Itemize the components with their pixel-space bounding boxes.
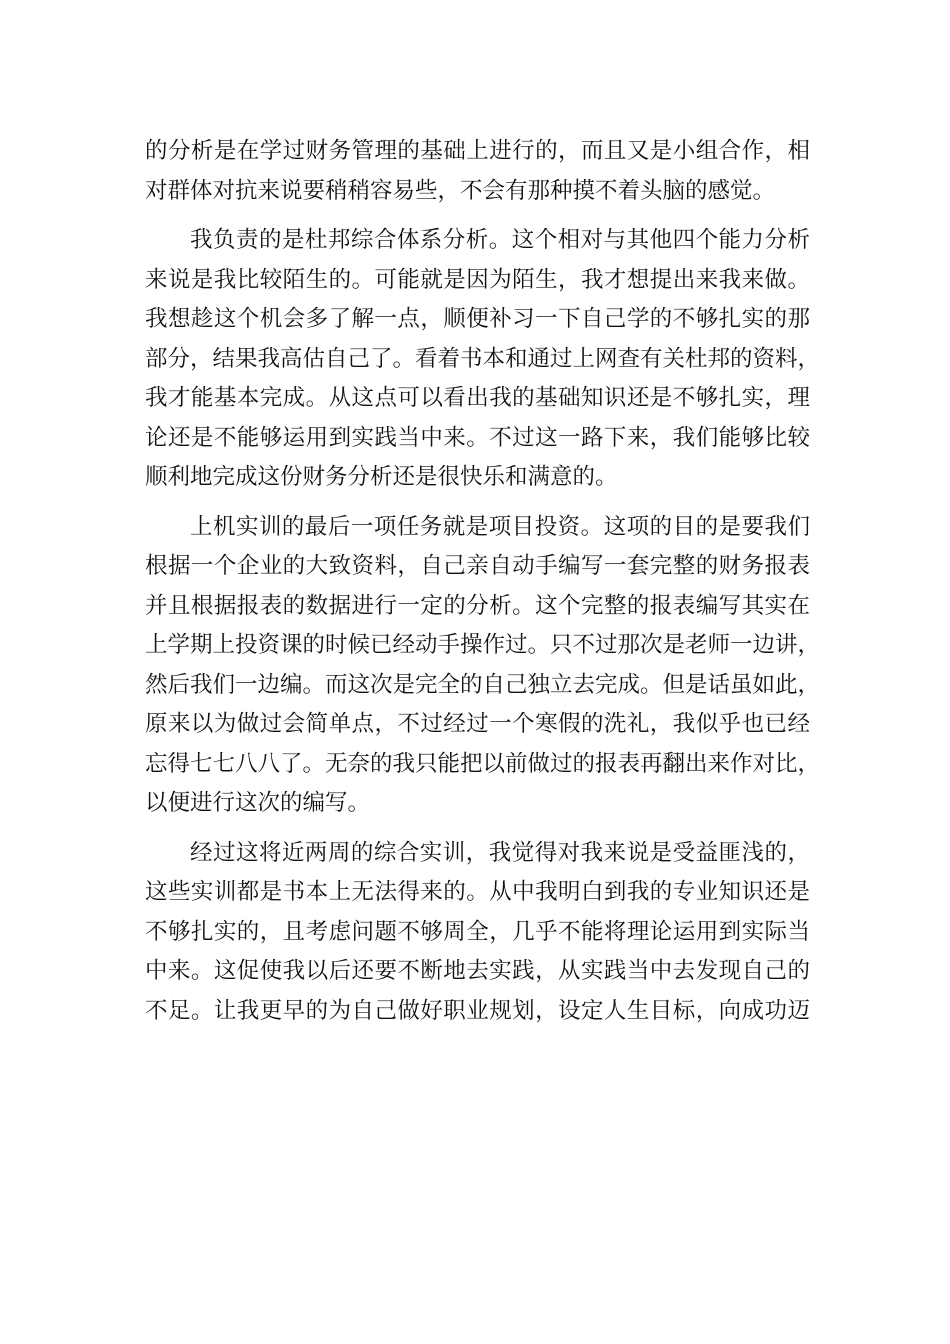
paragraph-line: 根据一个企业的大致资料，自己亲自动手编写一套完整的财务报表 <box>145 553 810 579</box>
paragraph-line: 的分析是在学过财务管理的基础上进行的，而且又是小组合作，相 <box>145 138 810 164</box>
paragraph-line: 上机实训的最后一项任务就是项目投资。这项的目的是要我们 <box>190 513 810 540</box>
paragraph-line: 部分，结果我高估自己了。看着书本和通过上网查有关杜邦的资料， <box>145 345 821 372</box>
paragraph-line: 论还是不能够运用到实践当中来。不过这一路下来，我们能够比较 <box>145 424 810 451</box>
paragraph-line: 我想趁这个机会多了解一点，顺便补习一下自己学的不够扎实的那 <box>145 306 810 332</box>
paragraph-line: 来说是我比较陌生的。可能就是因为陌生，我才想提出来我来做。 <box>145 266 810 293</box>
paragraph-line: 顺利地完成这份财务分析还是很快乐和满意的。 <box>145 464 618 490</box>
paragraph-line: 然后我们一边编。而这次是完全的自己独立去完成。但是话虽如此， <box>145 671 821 698</box>
paragraph-line: 对群体对抗来说要稍稍容易些，不会有那种摸不着头脑的感觉。 <box>145 177 776 204</box>
paragraph-line: 并且根据报表的数据进行一定的分析。这个完整的报表编写其实在 <box>145 592 810 619</box>
paragraph-line: 不足。让我更早的为自己做好职业规划，设定人生目标，向成功迈 <box>145 997 810 1024</box>
paragraph-line: 上学期上投资课的时候已经动手操作过。只不过那次是老师一边讲， <box>145 632 821 658</box>
paragraph-line: 中来。这促使我以后还要不断地去实践，从实践当中去发现自己的 <box>145 958 810 984</box>
paragraph-line: 以便进行这次的编写。 <box>145 790 371 816</box>
paragraph-line: 我才能基本完成。从这点可以看出我的基础知识还是不够扎实，理 <box>145 385 810 411</box>
paragraph-line: 经过这将近两周的综合实训，我觉得对我来说是受益匪浅的， <box>190 839 810 866</box>
paragraph-line: 原来以为做过会简单点，不过经过一个寒假的洗礼，我似乎也已经 <box>145 711 810 737</box>
paragraph-line: 忘得七七八八了。无奈的我只能把以前做过的报表再翻出来作对比， <box>145 750 821 777</box>
paragraph-line: 我负责的是杜邦综合体系分析。这个相对与其他四个能力分析 <box>190 227 810 253</box>
paragraph-line: 这些实训都是书本上无法得来的。从中我明白到我的专业知识还是 <box>145 879 810 905</box>
paragraph-line: 不够扎实的，且考虑问题不够周全，几乎不能将理论运用到实际当 <box>145 918 810 945</box>
document-body <box>145 132 821 1031</box>
